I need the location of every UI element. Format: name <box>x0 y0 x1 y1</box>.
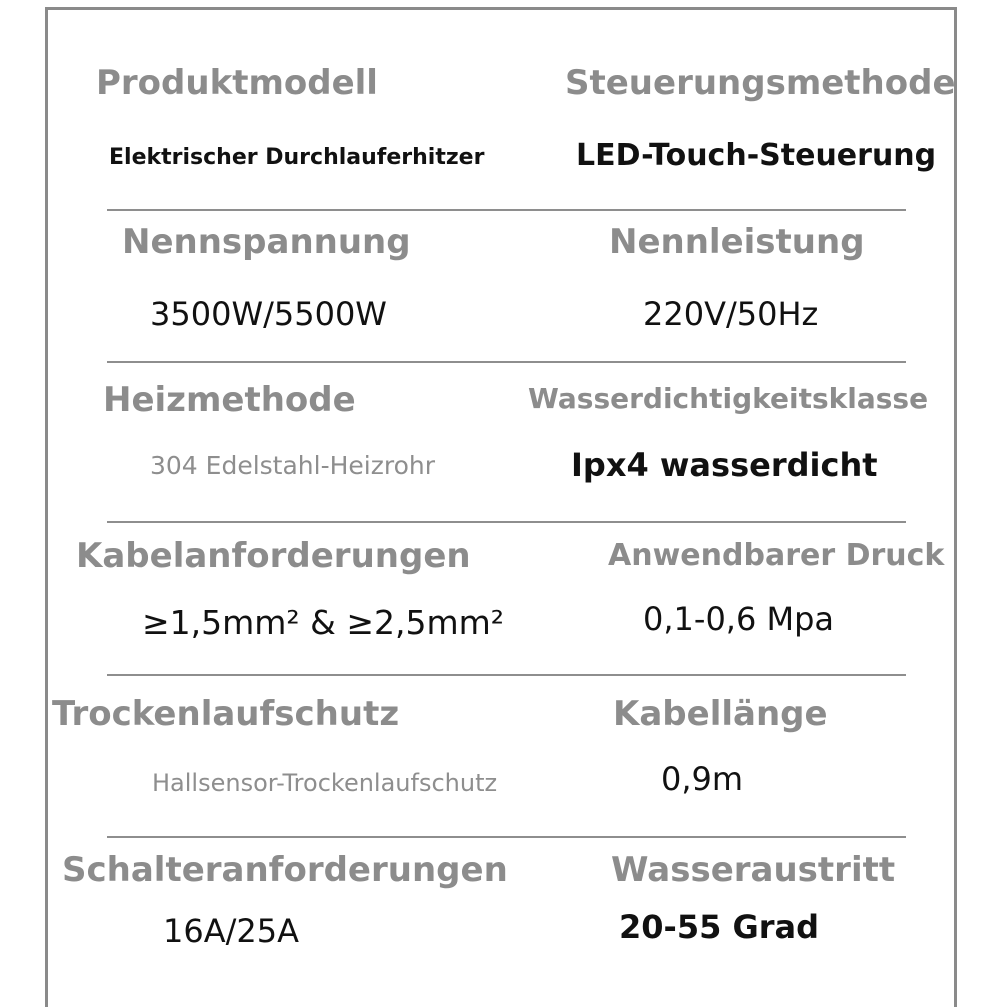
label-wasserdichtigkeitsklasse: Wasserdichtigkeitsklasse <box>528 382 929 415</box>
label-anwendbarer-druck: Anwendbarer Druck <box>608 538 945 573</box>
label-produktmodell: Produktmodell <box>96 63 378 103</box>
row-divider <box>107 521 906 523</box>
value-kabellaenge: 0,9m <box>661 760 744 798</box>
value-steuerungsmethode: LED-Touch-Steuerung <box>576 138 937 173</box>
value-wasseraustritt: 20-55 Grad <box>619 908 820 946</box>
row-divider <box>107 674 906 676</box>
value-kabelanforderungen: ≥1,5mm² & ≥2,5mm² <box>142 603 505 642</box>
value-nennleistung: 220V/50Hz <box>643 295 819 333</box>
value-heizmethode: 304 Edelstahl-Heizrohr <box>150 451 436 480</box>
value-nennspannung: 3500W/5500W <box>150 295 387 333</box>
label-steuerungsmethode: Steuerungsmethode <box>565 63 956 103</box>
value-schalteranforderungen: 16A/25A <box>163 912 299 950</box>
label-wasseraustritt: Wasseraustritt <box>611 850 896 890</box>
value-trockenlaufschutz: Hallsensor-Trockenlaufschutz <box>152 769 498 797</box>
label-kabelanforderungen: Kabelanforderungen <box>76 536 471 576</box>
label-nennleistung: Nennleistung <box>609 222 865 262</box>
label-schalteranforderungen: Schalteranforderungen <box>62 850 508 890</box>
row-divider <box>107 361 906 363</box>
label-trockenlaufschutz: Trockenlaufschutz <box>52 694 400 734</box>
label-nennspannung: Nennspannung <box>122 222 411 262</box>
row-divider <box>107 836 906 838</box>
value-anwendbarer-druck: 0,1-0,6 Mpa <box>643 600 835 638</box>
label-heizmethode: Heizmethode <box>103 380 356 420</box>
value-produktmodell: Elektrischer Durchlauferhitzer <box>109 145 485 170</box>
label-kabellaenge: Kabellänge <box>613 694 828 734</box>
row-divider <box>107 209 906 211</box>
value-wasserdichtigkeitsklasse: Ipx4 wasserdicht <box>571 446 878 484</box>
